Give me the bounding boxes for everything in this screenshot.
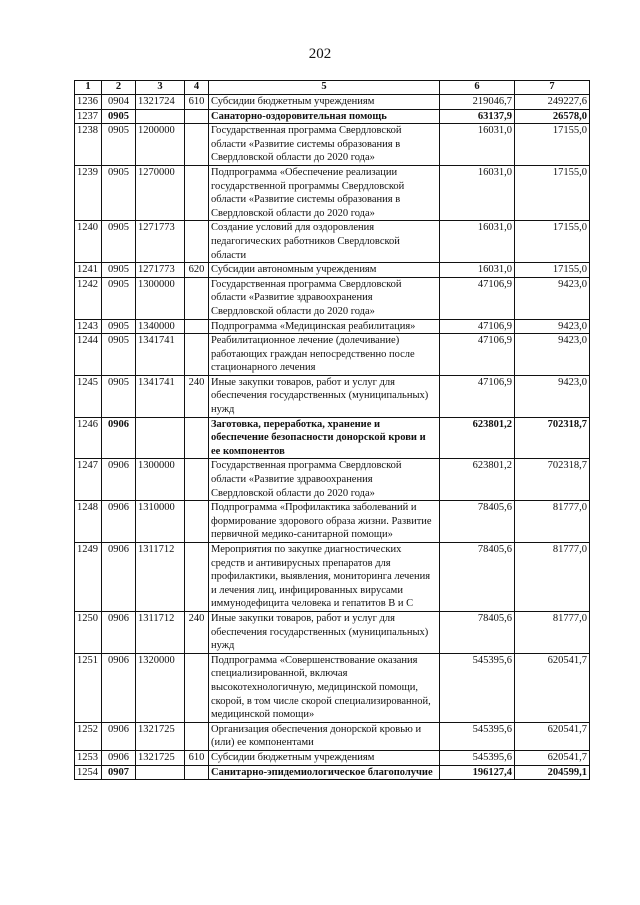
amount-year-1: 16031,0 — [440, 124, 515, 166]
row-number: 1250 — [75, 611, 102, 653]
item-name: Реабилитационное лечение (долечивание) работающих граждан непосредственно после стационарного лечения — [209, 334, 440, 376]
section-code: 0905 — [102, 263, 136, 278]
target-article-code — [136, 765, 185, 780]
expense-type-code — [185, 653, 209, 722]
target-article-code: 1341741 — [136, 375, 185, 417]
row-number: 1238 — [75, 124, 102, 166]
expense-type-code — [185, 277, 209, 319]
row-number: 1237 — [75, 109, 102, 124]
target-article-code: 1200000 — [136, 124, 185, 166]
item-name: Подпрограмма «Профилактика заболеваний и формирование здорового образа жизни. Развитие первичной медико-санитарной помощи» — [209, 501, 440, 543]
section-code: 0905 — [102, 277, 136, 319]
item-name: Организация обеспечения донорской кровью и (или) ее компонентами — [209, 722, 440, 750]
table-row — [75, 124, 590, 166]
column-header: 1 — [75, 81, 102, 95]
target-article-code: 1341741 — [136, 334, 185, 376]
expense-type-code — [185, 722, 209, 750]
expense-type-code: 610 — [185, 750, 209, 765]
amount-year-1: 78405,6 — [440, 611, 515, 653]
table-row — [75, 722, 590, 750]
amount-year-2: 702318,7 — [515, 459, 590, 501]
item-name: Создание условий для оздоровления педагогических работников Свердловской области — [209, 221, 440, 263]
table-row — [75, 277, 590, 319]
item-name: Иные закупки товаров, работ и услуг для обеспечения государственных (муниципальных) нужд — [209, 375, 440, 417]
item-name: Субсидии бюджетным учреждениям — [209, 750, 440, 765]
table-row — [75, 459, 590, 501]
item-name: Мероприятия по закупке диагностических средств и антивирусных препаратов для профилактики, выявления, мониторинга лечения и лечения лиц, инфицированных вирусами иммунодефицита человека и гепатитов В и С — [209, 543, 440, 612]
expense-type-code: 240 — [185, 375, 209, 417]
row-number: 1244 — [75, 334, 102, 376]
table-row — [75, 221, 590, 263]
target-article-code: 1321725 — [136, 750, 185, 765]
amount-year-2: 620541,7 — [515, 653, 590, 722]
table-row — [75, 109, 590, 124]
section-code: 0907 — [102, 765, 136, 780]
row-number: 1248 — [75, 501, 102, 543]
row-number: 1236 — [75, 95, 102, 110]
row-number: 1249 — [75, 543, 102, 612]
amount-year-1: 545395,6 — [440, 722, 515, 750]
section-code: 0905 — [102, 221, 136, 263]
item-name: Государственная программа Свердловской области «Развитие здравоохранения Свердловской области до 2020 года» — [209, 277, 440, 319]
section-code: 0905 — [102, 124, 136, 166]
table-row — [75, 765, 590, 780]
expense-type-code — [185, 334, 209, 376]
expense-type-code — [185, 109, 209, 124]
row-number: 1239 — [75, 165, 102, 220]
target-article-code — [136, 109, 185, 124]
item-name: Государственная программа Свердловской области «Развитие здравоохранения Свердловской области до 2020 года» — [209, 459, 440, 501]
target-article-code: 1300000 — [136, 277, 185, 319]
expense-type-code: 610 — [185, 95, 209, 110]
column-header: 3 — [136, 81, 185, 95]
section-code: 0905 — [102, 109, 136, 124]
section-code: 0906 — [102, 653, 136, 722]
expense-type-code: 620 — [185, 263, 209, 278]
target-article-code: 1321725 — [136, 722, 185, 750]
table-row — [75, 750, 590, 765]
item-name: Санитарно-эпидемиологическое благополучие — [209, 765, 440, 780]
amount-year-1: 16031,0 — [440, 221, 515, 263]
section-code: 0906 — [102, 459, 136, 501]
target-article-code: 1321724 — [136, 95, 185, 110]
table-row — [75, 375, 590, 417]
section-code: 0906 — [102, 611, 136, 653]
target-article-code: 1320000 — [136, 653, 185, 722]
target-article-code — [136, 417, 185, 459]
table-row — [75, 501, 590, 543]
table-row — [75, 263, 590, 278]
item-name: Субсидии автономным учреждениям — [209, 263, 440, 278]
row-number: 1243 — [75, 319, 102, 334]
amount-year-2: 17155,0 — [515, 165, 590, 220]
table-row — [75, 165, 590, 220]
amount-year-2: 204599,1 — [515, 765, 590, 780]
amount-year-1: 545395,6 — [440, 750, 515, 765]
target-article-code: 1311712 — [136, 543, 185, 612]
amount-year-1: 47106,9 — [440, 375, 515, 417]
row-number: 1245 — [75, 375, 102, 417]
item-name: Санаторно-оздоровительная помощь — [209, 109, 440, 124]
expense-type-code — [185, 165, 209, 220]
target-article-code: 1270000 — [136, 165, 185, 220]
item-name: Подпрограмма «Обеспечение реализации государственной программы Свердловской области «Развитие системы образования в Свердловской области до 2020 года» — [209, 165, 440, 220]
section-code: 0905 — [102, 375, 136, 417]
row-number: 1240 — [75, 221, 102, 263]
item-name: Подпрограмма «Совершенствование оказания специализированной, включая высокотехнологичную, медицинской помощи, скорой, в том числе скорой специализированной, медицинской помощи» — [209, 653, 440, 722]
amount-year-2: 17155,0 — [515, 263, 590, 278]
amount-year-1: 78405,6 — [440, 543, 515, 612]
amount-year-2: 9423,0 — [515, 334, 590, 376]
column-header: 4 — [185, 81, 209, 95]
section-code: 0905 — [102, 334, 136, 376]
table-row — [75, 543, 590, 612]
item-name: Субсидии бюджетным учреждениям — [209, 95, 440, 110]
row-number: 1241 — [75, 263, 102, 278]
section-code: 0906 — [102, 750, 136, 765]
table-row — [75, 95, 590, 110]
section-code: 0906 — [102, 543, 136, 612]
target-article-code: 1311712 — [136, 611, 185, 653]
row-number: 1252 — [75, 722, 102, 750]
expense-type-code — [185, 319, 209, 334]
amount-year-1: 196127,4 — [440, 765, 515, 780]
row-number: 1253 — [75, 750, 102, 765]
section-code: 0906 — [102, 722, 136, 750]
amount-year-1: 47106,9 — [440, 334, 515, 376]
amount-year-2: 9423,0 — [515, 319, 590, 334]
expense-type-code — [185, 124, 209, 166]
expense-type-code — [185, 543, 209, 612]
amount-year-2: 81777,0 — [515, 611, 590, 653]
amount-year-2: 620541,7 — [515, 722, 590, 750]
amount-year-1: 623801,2 — [440, 417, 515, 459]
column-header: 2 — [102, 81, 136, 95]
row-number: 1242 — [75, 277, 102, 319]
table-row — [75, 611, 590, 653]
section-code: 0906 — [102, 417, 136, 459]
table-row — [75, 334, 590, 376]
section-code: 0905 — [102, 319, 136, 334]
amount-year-2: 9423,0 — [515, 375, 590, 417]
amount-year-1: 16031,0 — [440, 165, 515, 220]
section-code: 0906 — [102, 501, 136, 543]
amount-year-1: 47106,9 — [440, 319, 515, 334]
row-number: 1254 — [75, 765, 102, 780]
amount-year-2: 26578,0 — [515, 109, 590, 124]
row-number: 1251 — [75, 653, 102, 722]
budget-table — [74, 80, 590, 780]
table-row — [75, 417, 590, 459]
expense-type-code — [185, 417, 209, 459]
amount-year-2: 81777,0 — [515, 543, 590, 612]
amount-year-1: 78405,6 — [440, 501, 515, 543]
amount-year-2: 9423,0 — [515, 277, 590, 319]
amount-year-2: 702318,7 — [515, 417, 590, 459]
table-body — [75, 95, 590, 780]
amount-year-1: 219046,7 — [440, 95, 515, 110]
amount-year-1: 47106,9 — [440, 277, 515, 319]
target-article-code: 1300000 — [136, 459, 185, 501]
column-header: 7 — [515, 81, 590, 95]
amount-year-1: 16031,0 — [440, 263, 515, 278]
target-article-code: 1271773 — [136, 221, 185, 263]
amount-year-1: 63137,9 — [440, 109, 515, 124]
expense-type-code — [185, 501, 209, 543]
target-article-code: 1271773 — [136, 263, 185, 278]
amount-year-2: 620541,7 — [515, 750, 590, 765]
page-number: 202 — [308, 46, 332, 62]
row-number: 1246 — [75, 417, 102, 459]
table-row — [75, 653, 590, 722]
amount-year-1: 545395,6 — [440, 653, 515, 722]
section-code: 0905 — [102, 165, 136, 220]
expense-type-code: 240 — [185, 611, 209, 653]
amount-year-2: 249227,6 — [515, 95, 590, 110]
expense-type-code — [185, 765, 209, 780]
item-name: Иные закупки товаров, работ и услуг для обеспечения государственных (муниципальных) нужд — [209, 611, 440, 653]
target-article-code: 1310000 — [136, 501, 185, 543]
target-article-code: 1340000 — [136, 319, 185, 334]
column-header: 5 — [209, 81, 440, 95]
item-name: Заготовка, переработка, хранение и обеспечение безопасности донорской крови и ее компонентов — [209, 417, 440, 459]
section-code: 0904 — [102, 95, 136, 110]
amount-year-2: 17155,0 — [515, 221, 590, 263]
expense-type-code — [185, 221, 209, 263]
expense-type-code — [185, 459, 209, 501]
amount-year-1: 623801,2 — [440, 459, 515, 501]
item-name: Подпрограмма «Медицинская реабилитация» — [209, 319, 440, 334]
column-header: 6 — [440, 81, 515, 95]
table-row — [75, 319, 590, 334]
amount-year-2: 17155,0 — [515, 124, 590, 166]
amount-year-2: 81777,0 — [515, 501, 590, 543]
header-row — [75, 81, 590, 95]
item-name: Государственная программа Свердловской области «Развитие системы образования в Свердловской области до 2020 года» — [209, 124, 440, 166]
row-number: 1247 — [75, 459, 102, 501]
